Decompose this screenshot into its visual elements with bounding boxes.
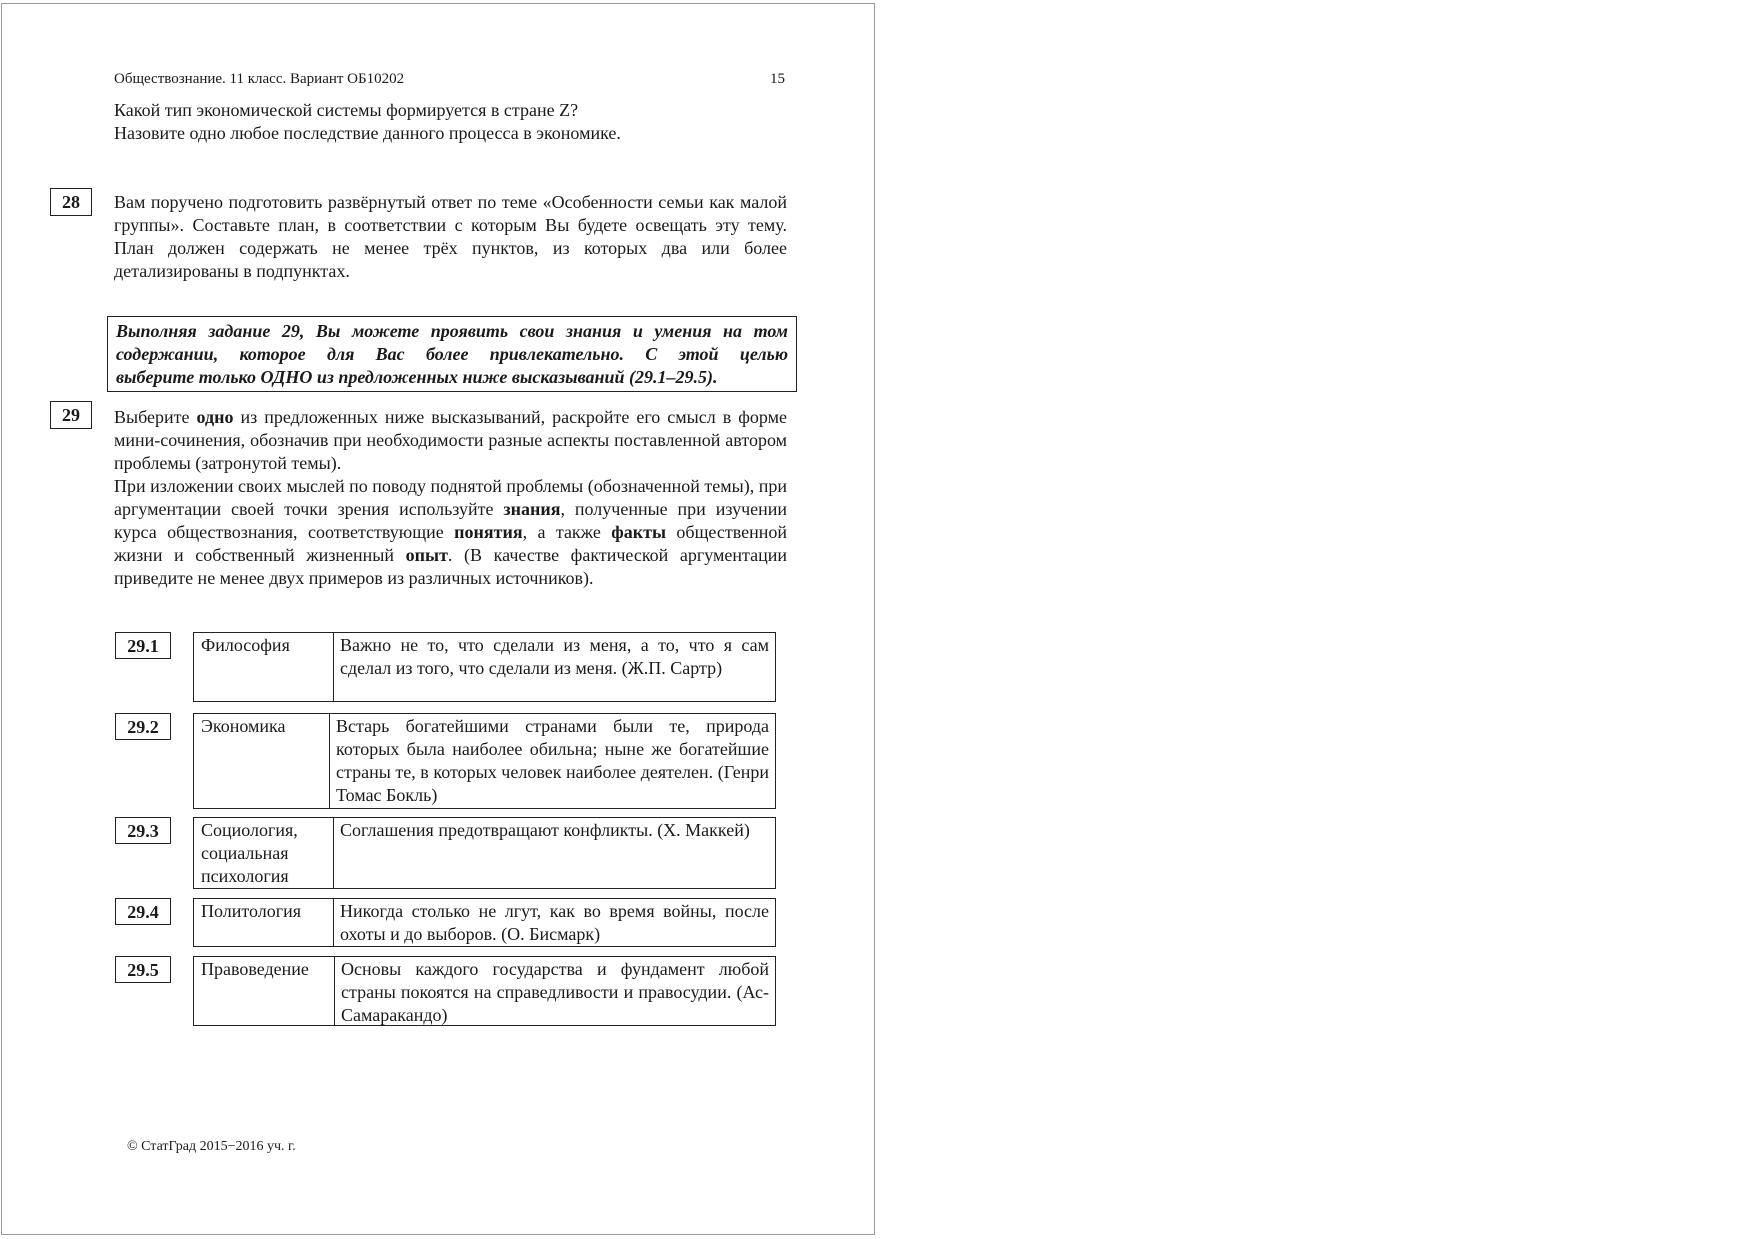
t29-p2-bold-fakty: факты [611, 522, 667, 542]
option-29-2-field: Экономика [194, 714, 330, 808]
intro-line-1: Какой тип экономической системы формируется в стране Z? [114, 100, 579, 120]
option-29-3-table [193, 817, 776, 889]
option-29-5-number: 29.5 [115, 956, 171, 983]
task-28-number: 28 [50, 188, 92, 216]
task-29-number: 29 [50, 401, 92, 429]
option-29-3-number: 29.3 [115, 817, 171, 844]
option-29-3-field: Социология, социальная психология [194, 818, 334, 888]
task-29-notice [107, 316, 797, 392]
option-29-4-number: 29.4 [115, 898, 171, 925]
option-29-1-quote: Важно не то, что сделали из меня, а то, что я сам сделал из того, что сделали из меня. (Ж.П. Сартр) [340, 635, 769, 678]
t29-p2-g: общественной жизни и собственный жизненный [114, 522, 788, 565]
notice-last-line: выберите только ОДНО из предложенных ниже высказываний (29.1–29.5). [116, 367, 718, 387]
intro-line-2: Назовите одно любое последствие данного процесса в экономике. [114, 123, 621, 143]
task-29-text [114, 406, 787, 590]
header-subject: Обществознание. 11 класс. Вариант ОБ10202 [114, 71, 405, 87]
t29-p2-c: , полученные при изучении курса обществознания, соответствующие [114, 499, 788, 542]
t29-p2-e: , а также [522, 522, 612, 542]
t29-p2-a: При изложении своих мыслей по поводу поднятой проблемы (обозначенной темы), при аргументации своей точки зрения используйте [114, 476, 787, 519]
option-29-2-table [193, 713, 776, 809]
option-29-5-table [193, 956, 776, 1026]
notice-main: Выполняя задание 29, Вы можете проявить свои знания и умения на том содержании, которое для Вас более привлекательно. С этой целью [116, 321, 788, 364]
option-29-2-quote: Встарь богатейшими странами были те, природа которых была наиболее обильна; ныне же богатейшие страны те, в которых человек наиболее деятелен. (Генри Томас Бокль) [336, 716, 769, 805]
t29-p2-bold-ponyatiya: понятия [454, 522, 523, 542]
exam-page [1, 3, 875, 1235]
t29-p1-c: из предложенных ниже высказываний, раскройте его смысл в форме мини-сочинения, обозначив при необходимости разные аспекты поставленной автором проблемы (затронутой темы). [114, 407, 787, 473]
t29-p2-bold-opyt: опыт [405, 545, 448, 565]
t29-p1-a: Выберите [114, 407, 197, 427]
footer-copyright: © СтатГрад 2015−2016 уч. г. [127, 1139, 296, 1154]
page-number: 15 [770, 71, 785, 87]
task-28-text: Вам поручено подготовить развёрнутый ответ по теме «Особенности семьи как малой группы». Составьте план, в соответствии с которым Вы будете освещать эту тему. План должен содержать не менее трёх пунктов, из которых два или более детализированы в подпунктах. [114, 192, 787, 281]
task-29-paragraph-2 [114, 475, 787, 590]
option-29-5-quote: Основы каждого государства и фундамент любой страны покоятся на справедливости и правосудии. (Ас-Самаракандо) [341, 959, 769, 1025]
option-29-4-table [193, 898, 776, 947]
option-29-1-number: 29.1 [115, 632, 171, 659]
t29-p1-bold-odno: одно [196, 407, 234, 427]
t29-p2-bold-znaniya: знания [503, 499, 561, 519]
option-29-2-number: 29.2 [115, 713, 171, 740]
t29-p2-i: . (В качестве фактической аргументации приведите не менее двух примеров из различных источников). [114, 545, 787, 588]
intro-question [114, 99, 804, 145]
task-29-paragraph-1 [114, 406, 787, 475]
option-29-3-quote: Соглашения предотвращают конфликты. (Х. Маккей) [340, 820, 750, 840]
option-29-1-table [193, 632, 776, 702]
option-29-5-field: Правоведение [194, 957, 335, 1025]
option-29-4-quote: Никогда столько не лгут, как во время войны, после охоты и до выборов. (О. Бисмарк) [340, 901, 769, 944]
option-29-1-field: Философия [194, 633, 334, 701]
option-29-4-field: Политология [194, 899, 334, 946]
